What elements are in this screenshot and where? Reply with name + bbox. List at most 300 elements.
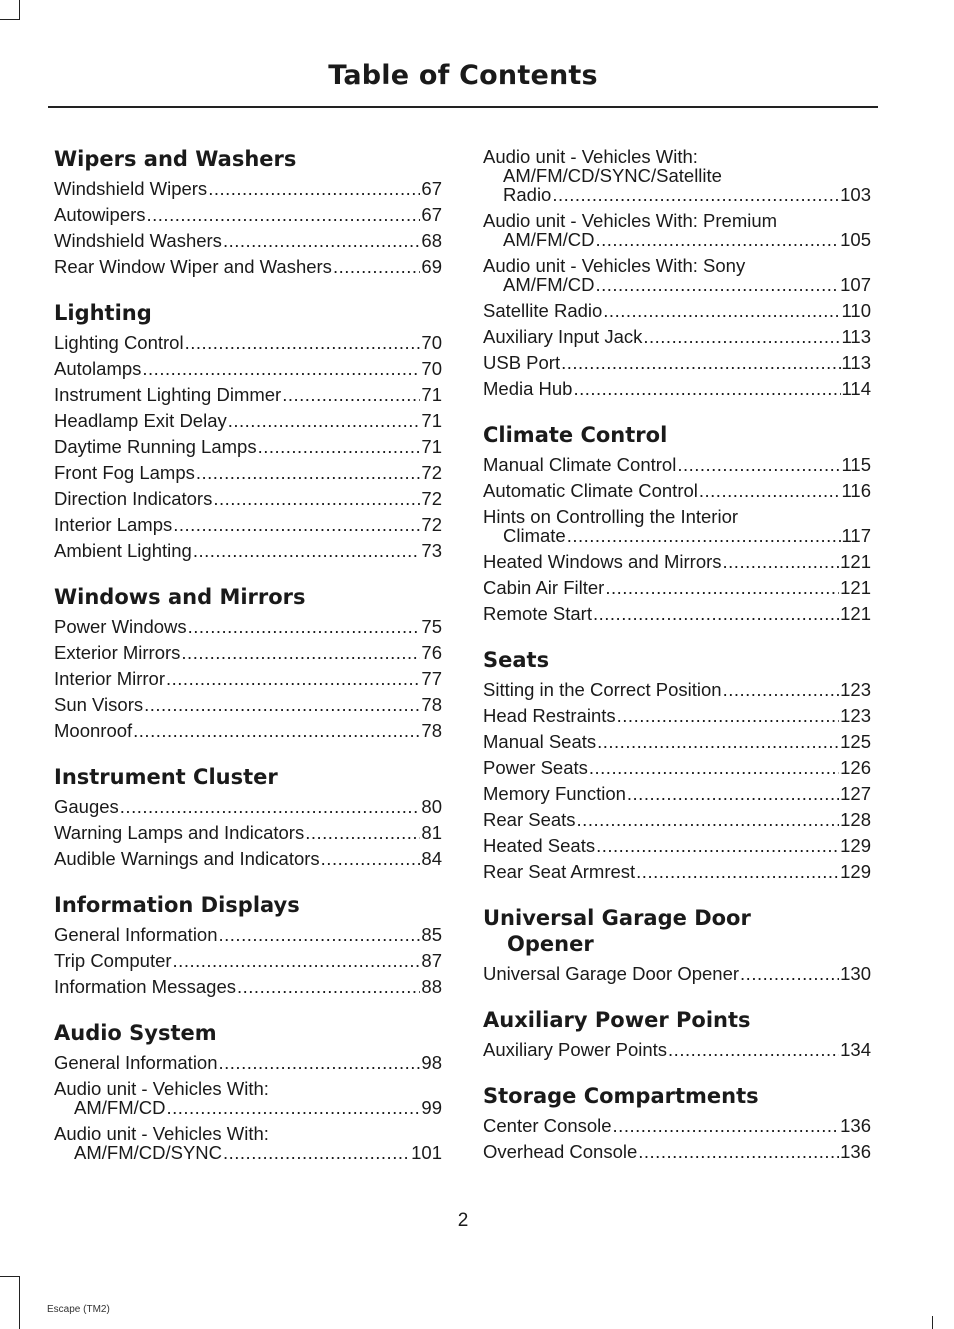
toc-entry-text: Audio unit - Vehicles With: Premium	[483, 210, 778, 231]
toc-entry-label: AM/FM/CD	[74, 1097, 166, 1118]
toc-entry-label: Audible Warnings and Indicators	[54, 848, 320, 869]
toc-entry-page-number: 81	[421, 822, 442, 843]
toc-entry-row	[54, 489, 442, 508]
toc-entry-row	[483, 706, 871, 725]
toc-entry-label: Automatic Climate Control	[483, 480, 698, 501]
toc-entry-page-number: 126	[840, 757, 871, 778]
toc-entry-row	[54, 205, 442, 224]
dot-leader	[282, 385, 420, 404]
toc-entry-page-number: 136	[840, 1115, 871, 1136]
toc-entry-page-number: 73	[421, 540, 442, 561]
toc-section	[483, 1007, 871, 1059]
toc-entry-row	[54, 951, 442, 970]
toc-entry-label: Interior Mirror	[54, 668, 166, 689]
toc-entry-link[interactable]	[483, 552, 871, 571]
toc-entry-row	[54, 515, 442, 534]
toc-entry-page-number: 77	[421, 668, 442, 689]
toc-entry-row	[54, 1143, 442, 1162]
toc-entry-row	[483, 732, 871, 751]
toc-entry-text-cont: AM/FM/CD/SYNC/Satellite	[503, 165, 722, 186]
section-heading-text: Instrument Cluster	[54, 765, 278, 789]
crop-mark	[19, 0, 20, 20]
toc-entry-page-number: 121	[840, 603, 871, 624]
toc-entry-page-number: 84	[421, 848, 442, 869]
toc-entry-link[interactable]	[483, 301, 871, 320]
toc-entry-link[interactable]	[483, 836, 871, 855]
toc-entry-row	[54, 359, 442, 378]
toc-entry-link[interactable]	[54, 849, 442, 868]
toc-entry-row	[54, 541, 442, 560]
dot-leader	[120, 797, 421, 816]
toc-entry-page-number: 129	[840, 861, 871, 882]
toc-entry-link[interactable]	[483, 147, 871, 204]
toc-entry-link[interactable]	[54, 231, 442, 250]
toc-entry-row	[54, 437, 442, 456]
toc-entry-label: Rear Seats	[483, 809, 576, 830]
toc-entry-page-number: 88	[421, 976, 442, 997]
toc-entry-page-number: 80	[421, 796, 442, 817]
toc-entry-link[interactable]	[54, 617, 442, 636]
toc-entry-label: Heated Seats	[483, 835, 596, 856]
toc-entry-page-number: 67	[421, 204, 442, 225]
toc-entry-page-number: 67	[421, 178, 442, 199]
page-title: Table of Contents	[328, 60, 598, 91]
dot-leader	[333, 257, 420, 276]
toc-entry-link[interactable]	[54, 1124, 442, 1162]
toc-entry-link[interactable]	[54, 823, 442, 842]
toc-entry-page-number: 105	[840, 229, 871, 250]
toc-entry-link[interactable]	[54, 977, 442, 996]
toc-entry-link[interactable]	[54, 463, 442, 482]
toc-entry-label: Manual Seats	[483, 731, 597, 752]
toc-entry-row	[483, 1040, 871, 1059]
toc-entry-page-number: 69	[421, 256, 442, 277]
toc-entry-link[interactable]	[54, 669, 442, 688]
dot-leader	[597, 732, 839, 751]
section-heading	[54, 1020, 442, 1046]
toc-entry-page-number: 71	[421, 436, 442, 457]
toc-entry-label: Power Seats	[483, 757, 588, 778]
toc-entry-link[interactable]	[54, 437, 442, 456]
toc-entry-link[interactable]	[483, 1116, 871, 1135]
section-heading	[483, 905, 871, 957]
toc-entry-row	[54, 823, 442, 842]
dot-leader	[196, 463, 421, 482]
dot-leader	[605, 578, 839, 597]
toc-entry-row	[54, 695, 442, 714]
toc-entry-row	[483, 275, 871, 294]
toc-entry-row	[54, 849, 442, 868]
toc-entry-page-number: 85	[421, 924, 442, 945]
toc-entry-text: Audio unit - Vehicles With:	[54, 1123, 269, 1144]
toc-section	[54, 764, 442, 868]
toc-entry-row	[54, 669, 442, 688]
toc-entry-page-number: 123	[840, 705, 871, 726]
toc-entry-label: Sun Visors	[54, 694, 144, 715]
toc-entry-row	[483, 481, 871, 500]
toc-entry-page-number: 87	[421, 950, 442, 971]
title-divider	[48, 106, 878, 108]
toc-entry-row	[54, 411, 442, 430]
toc-entry-page-number: 72	[421, 488, 442, 509]
toc-entry-link[interactable]	[483, 211, 871, 249]
toc-entry-link[interactable]	[483, 507, 871, 545]
toc-entry-link[interactable]	[54, 489, 442, 508]
toc-entry-label: Sitting in the Correct Position	[483, 679, 722, 700]
toc-entry-label: Headlamp Exit Delay	[54, 410, 227, 431]
toc-entry-page-number: 72	[421, 462, 442, 483]
toc-entry-label: Media Hub	[483, 378, 573, 399]
toc-entry-label: Exterior Mirrors	[54, 642, 181, 663]
dot-leader	[723, 680, 840, 699]
toc-entry-row	[483, 230, 871, 249]
dot-leader	[173, 951, 421, 970]
toc-section	[54, 1020, 442, 1162]
toc-entry-page-number: 127	[840, 783, 871, 804]
toc-entry-row	[54, 797, 442, 816]
section-heading-text: Information Displays	[54, 893, 300, 917]
dot-leader	[237, 977, 420, 996]
toc-entry-link[interactable]	[483, 353, 871, 372]
toc-entry-text: Hints on Controlling the Interior	[483, 506, 739, 527]
section-heading-text: Wipers and Washers	[54, 147, 297, 171]
toc-entry-label: Ambient Lighting	[54, 540, 192, 561]
dot-leader	[636, 862, 839, 881]
dot-leader	[603, 301, 840, 320]
dot-leader	[181, 643, 420, 662]
toc-entry-link[interactable]	[54, 333, 442, 352]
toc-entry-link[interactable]	[54, 257, 442, 276]
dot-leader	[561, 353, 840, 372]
toc-entry-link[interactable]	[54, 695, 442, 714]
toc-entry-link[interactable]	[483, 1040, 871, 1059]
toc-entry-link[interactable]	[54, 1079, 442, 1117]
toc-entry-text: Audio unit - Vehicles With:	[483, 146, 698, 167]
toc-entry-link[interactable]	[54, 359, 442, 378]
toc-entry-label: Center Console	[483, 1115, 612, 1136]
toc-entry-page-number: 130	[840, 963, 871, 984]
toc-entry-row	[483, 1142, 871, 1161]
toc-entry-row	[54, 179, 442, 198]
toc-section	[54, 892, 442, 996]
section-heading	[54, 584, 442, 610]
toc-entry-label: Rear Window Wiper and Washers	[54, 256, 332, 277]
dot-leader	[699, 481, 841, 500]
toc-entry-row	[483, 604, 871, 623]
toc-entry-link[interactable]	[483, 327, 871, 346]
toc-entry-link[interactable]	[54, 541, 442, 560]
toc-entry-row	[483, 680, 871, 699]
toc-entry-row	[483, 185, 871, 204]
dot-leader	[677, 455, 840, 474]
toc-entry-text: Audio unit - Vehicles With: Sony	[483, 255, 746, 276]
dot-leader	[208, 179, 420, 198]
toc-entry-row	[54, 643, 442, 662]
toc-entry-label: Trip Computer	[54, 950, 172, 971]
toc-entry-link[interactable]	[54, 797, 442, 816]
footer-model-label: Escape (TM2)	[47, 1304, 110, 1315]
section-heading-text: Storage Compartments	[483, 1084, 759, 1108]
toc-entry-link[interactable]	[483, 455, 871, 474]
toc-entry-row	[54, 257, 442, 276]
toc-entry-label: Manual Climate Control	[483, 454, 677, 475]
toc-entry-row	[483, 455, 871, 474]
dot-leader	[142, 359, 420, 378]
dot-leader	[573, 379, 840, 398]
toc-entry-label: AM/FM/CD/SYNC	[74, 1142, 222, 1163]
toc-entry-row	[483, 526, 871, 545]
toc-entry-row	[54, 333, 442, 352]
toc-entry-page-number: 113	[841, 326, 871, 347]
toc-entry-link[interactable]	[54, 179, 442, 198]
toc-entry-label: Head Restraints	[483, 705, 616, 726]
section-heading-text: Auxiliary Power Points	[483, 1008, 751, 1032]
toc-entry-label: General Information	[54, 924, 218, 945]
toc-entry-label: Auxiliary Input Jack	[483, 326, 643, 347]
toc-entry-link[interactable]	[54, 411, 442, 430]
dot-leader	[595, 230, 839, 249]
toc-entry-label: Remote Start	[483, 603, 592, 624]
toc-entry-row	[54, 385, 442, 404]
toc-entry-link[interactable]	[54, 515, 442, 534]
toc-entry-row	[483, 327, 871, 346]
crop-mark	[19, 1276, 20, 1329]
toc-entry-label: Cabin Air Filter	[483, 577, 605, 598]
toc-entry-page-number: 121	[840, 551, 871, 572]
toc-entry-link[interactable]	[483, 578, 871, 597]
toc-entry-link[interactable]	[483, 706, 871, 725]
toc-entry-label: Information Messages	[54, 976, 237, 997]
section-heading	[483, 422, 871, 448]
toc-entry-row	[483, 379, 871, 398]
section-heading-text: Climate Control	[483, 423, 668, 447]
section-heading-text: Seats	[483, 648, 550, 672]
toc-entry-row	[483, 353, 871, 372]
toc-entry-link[interactable]	[54, 205, 442, 224]
toc-entry-page-number: 110	[841, 300, 871, 321]
toc-entry-label: Interior Lamps	[54, 514, 173, 535]
dot-leader	[577, 810, 840, 829]
toc-entry-link[interactable]	[483, 964, 871, 983]
toc-entry-link[interactable]	[483, 784, 871, 803]
toc-entry-page-number: 128	[840, 809, 871, 830]
dot-leader	[668, 1040, 839, 1059]
section-heading	[483, 647, 871, 673]
section-heading	[54, 892, 442, 918]
toc-entry-row	[483, 810, 871, 829]
dot-leader	[144, 695, 420, 714]
dot-leader	[567, 526, 841, 545]
toc-entry-link[interactable]	[483, 256, 871, 294]
toc-entry-label: Daytime Running Lamps	[54, 436, 257, 457]
toc-entry-page-number: 70	[421, 358, 442, 379]
toc-section	[54, 300, 442, 560]
toc-entry-label: Warning Lamps and Indicators	[54, 822, 305, 843]
toc-entry-row	[54, 721, 442, 740]
dot-leader	[185, 333, 421, 352]
section-heading-text: Audio System	[54, 1021, 217, 1045]
toc-entry-page-number: 107	[840, 274, 871, 295]
toc-entry-page-number: 129	[840, 835, 871, 856]
toc-entry-row	[54, 925, 442, 944]
toc-entry-link[interactable]	[483, 1142, 871, 1161]
toc-entry-page-number: 76	[421, 642, 442, 663]
dot-leader	[228, 411, 421, 430]
section-heading-text: Windows and Mirrors	[54, 585, 306, 609]
toc-entry-link[interactable]	[54, 721, 442, 740]
toc-entry-link[interactable]	[483, 758, 871, 777]
dot-leader	[627, 784, 839, 803]
dot-leader	[643, 327, 840, 346]
toc-entry-page-number: 98	[421, 1052, 442, 1073]
toc-entry-row	[54, 463, 442, 482]
toc-entry-page-number: 116	[841, 480, 871, 501]
dot-leader	[173, 515, 420, 534]
toc-entry-label: Moonroof	[54, 720, 133, 741]
toc-entry-page-number: 134	[840, 1039, 871, 1060]
toc-entry-label: Radio	[503, 184, 552, 205]
dot-leader	[193, 541, 421, 560]
toc-entry-page-number: 113	[841, 352, 871, 373]
toc-entry-row	[483, 964, 871, 983]
toc-entry-row	[54, 977, 442, 996]
toc-entry-page-number: 103	[840, 184, 871, 205]
toc-entry-label: Autowipers	[54, 204, 146, 225]
toc-section	[54, 584, 442, 740]
dot-leader	[219, 925, 421, 944]
toc-entry-link[interactable]	[483, 862, 871, 881]
toc-entry-link[interactable]	[54, 643, 442, 662]
toc-entry-label: USB Port	[483, 352, 561, 373]
toc-entry-page-number: 115	[841, 454, 871, 475]
toc-entry-page-number: 101	[411, 1142, 442, 1163]
toc-entry-page-number: 78	[421, 694, 442, 715]
toc-entry-link[interactable]	[483, 732, 871, 751]
toc-entry-page-number: 68	[421, 230, 442, 251]
dot-leader	[213, 489, 420, 508]
toc-entry-link[interactable]	[54, 951, 442, 970]
toc-entry-label: Direction Indicators	[54, 488, 213, 509]
toc-entry-row	[54, 1098, 442, 1117]
toc-entry-row	[54, 617, 442, 636]
toc-section	[483, 422, 871, 623]
toc-entry-page-number: 78	[421, 720, 442, 741]
toc-entry-page-number: 123	[840, 679, 871, 700]
dot-leader	[258, 437, 421, 456]
toc-entry-row	[483, 758, 871, 777]
section-heading	[483, 1083, 871, 1109]
toc-entry-link[interactable]	[483, 379, 871, 398]
toc-entry-label: Satellite Radio	[483, 300, 603, 321]
dot-leader	[305, 823, 420, 842]
toc-entry-row	[483, 301, 871, 320]
toc-entry-label: Rear Seat Armrest	[483, 861, 636, 882]
toc-entry-label: Front Fog Lamps	[54, 462, 195, 483]
toc-section	[54, 146, 442, 276]
page-number: 2	[457, 1210, 469, 1231]
toc-entry-label: AM/FM/CD	[503, 274, 595, 295]
toc-entry-label: General Information	[54, 1052, 218, 1073]
toc-entry-row	[54, 231, 442, 250]
section-heading	[483, 1007, 871, 1033]
crop-mark	[0, 19, 20, 20]
toc-entry-page-number: 114	[841, 378, 871, 399]
toc-entry-label: Windshield Wipers	[54, 178, 208, 199]
crop-mark	[932, 1316, 933, 1329]
toc-section	[483, 1083, 871, 1161]
toc-entry-link[interactable]	[54, 1053, 442, 1072]
dot-leader	[133, 721, 420, 740]
toc-entry-link[interactable]	[483, 810, 871, 829]
toc-entry-label: Heated Windows and Mirrors	[483, 551, 722, 572]
toc-entry-label: Universal Garage Door Opener	[483, 963, 740, 984]
section-heading	[54, 146, 442, 172]
section-heading-text-cont: Opener	[507, 932, 594, 956]
dot-leader	[723, 552, 840, 571]
toc-entry-link[interactable]	[483, 481, 871, 500]
toc-entry-label: Power Windows	[54, 616, 187, 637]
section-heading-text: Lighting	[54, 301, 152, 325]
crop-mark	[0, 1276, 20, 1277]
toc-section	[483, 647, 871, 881]
toc-entry-link[interactable]	[54, 925, 442, 944]
dot-leader	[166, 1098, 420, 1117]
section-heading	[54, 300, 442, 326]
toc-left-column	[54, 140, 442, 1186]
dot-leader	[638, 1142, 839, 1161]
toc-entry-page-number: 75	[421, 616, 442, 637]
toc-entry-row	[54, 1053, 442, 1072]
dot-leader	[552, 185, 839, 204]
toc-section	[483, 147, 871, 398]
toc-entry-label: Gauges	[54, 796, 119, 817]
toc-entry-link[interactable]	[483, 680, 871, 699]
dot-leader	[595, 275, 839, 294]
toc-entry-link[interactable]	[54, 385, 442, 404]
toc-entry-row	[483, 552, 871, 571]
toc-right-column	[483, 140, 871, 1185]
toc-entry-page-number: 71	[421, 410, 442, 431]
dot-leader	[617, 706, 839, 725]
section-heading-text: Universal Garage Door	[483, 906, 751, 930]
toc-entry-row	[483, 784, 871, 803]
toc-entry-row	[483, 862, 871, 881]
toc-entry-link[interactable]	[483, 604, 871, 623]
dot-leader	[147, 205, 421, 224]
toc-entry-label: Instrument Lighting Dimmer	[54, 384, 282, 405]
dot-leader	[596, 836, 839, 855]
toc-entry-page-number: 121	[840, 577, 871, 598]
dot-leader	[593, 604, 839, 623]
toc-entry-row	[483, 1116, 871, 1135]
dot-leader	[188, 617, 421, 636]
toc-entry-page-number: 99	[421, 1097, 442, 1118]
toc-entry-label: Climate	[503, 525, 566, 546]
toc-entry-row	[483, 578, 871, 597]
toc-entry-page-number: 117	[841, 525, 871, 546]
toc-entry-label: Overhead Console	[483, 1141, 638, 1162]
toc-entry-page-number: 125	[840, 731, 871, 752]
toc-entry-page-number: 72	[421, 514, 442, 535]
dot-leader	[740, 964, 839, 983]
dot-leader	[613, 1116, 840, 1135]
dot-leader	[223, 231, 420, 250]
toc-section	[483, 905, 871, 983]
dot-leader	[223, 1143, 410, 1162]
dot-leader	[166, 669, 420, 688]
dot-leader	[219, 1053, 421, 1072]
toc-entry-text: Audio unit - Vehicles With:	[54, 1078, 269, 1099]
